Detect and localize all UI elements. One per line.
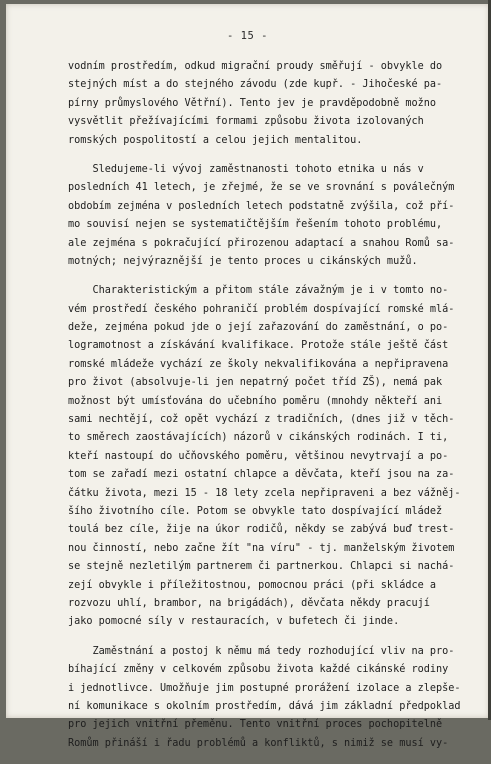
text-line: ní komunikace s okolním prostředím, dává jim základní předpoklad <box>68 700 461 712</box>
text-line: logramotnost a získávání kvalifikace. Protože stále ještě část <box>68 340 449 352</box>
text-line: zejí obvykle i příležitostnou, pomocnou práci (při skládce a <box>68 579 437 591</box>
text-line: stejných míst a do stejného závodu (zde kupř. - Jihočeské pa- <box>68 79 443 91</box>
text-line: posledních 41 letech, je zřejmé, že se ve srovnání s poválečným <box>68 182 455 194</box>
text-line: mo souvisí nejen se systematičtějším řešením tohoto problému, <box>68 219 443 231</box>
text-line: rozvozu uhlí, brambor, na brigádách), děvčata někdy pracují <box>68 597 430 609</box>
paragraph <box>68 58 456 150</box>
text-line: obdobím zejména v posledních letech podstatně zvýšila, což pří- <box>68 200 455 212</box>
text-line: to směrech zaostávajících) názorů v cikánských rodinách. I ti, <box>68 432 449 444</box>
body-text <box>68 58 461 764</box>
page-number: - 15 - <box>227 30 268 42</box>
text-line: ale zejména s pokračující přirozenou adaptací a snahou Romů sa- <box>68 237 455 249</box>
text-line: možnost být umísťována do učebního poměru (mnohdy někteří ani <box>68 395 443 407</box>
text-line: se stejně nezletilým partnerem či partnerkou. Chlapci si nachá- <box>68 561 455 573</box>
text-line: jako pomocné síly v restauracích, v bufetech či jinde. <box>68 616 400 628</box>
document-page <box>6 4 489 749</box>
text-line: romské mládeže vychází ze školy nekvalifikována a nepřipravena <box>68 358 449 370</box>
text-line: pro jejich vnitřní přeměnu. Tento vnitřní proces pochopitelně <box>68 719 443 731</box>
text-line: tom se zařadí mezi ostatní chlapce a děvčata, kteří jsou na za- <box>68 469 455 481</box>
text-line: kteří nastoupí do učňovského poměru, většinou nevytrvají a po- <box>68 450 449 462</box>
text-line: Romům přináší i řadu problémů a konfliktů, s nimiž se musí vy- <box>68 737 449 749</box>
text-line: vysvětlit přežívajícími formami způsobu života izolovaných <box>68 116 424 128</box>
text-line: nou činností, nebo začne žít "na víru" - tj. manželským životem <box>68 542 455 554</box>
text-line: sami nechtějí, což opět vychází z tradičních, (dnes již v těch- <box>68 414 455 426</box>
text-line: vém prostředí českého pohraničí problém dospívající romské mlá- <box>68 303 455 315</box>
paragraph <box>68 643 461 753</box>
paragraph <box>68 282 461 631</box>
text-line: i jednotlivce. Umožňuje jim postupné prorážení izolace a zlepše- <box>68 682 461 694</box>
text-line: deže, zejména pokud jde o její zařazování do zaměstnání, o po- <box>68 322 449 334</box>
text-line: motných; nejvýraznější je tento proces u cikánských mužů. <box>68 255 418 267</box>
text-line: šího životního cíle. Potom se obvykle tato dospívající mládež <box>68 505 443 517</box>
text-line: Charakteristickým a přitom stále závažným je i v tomto no- <box>68 285 449 297</box>
text-line: pro život (absolvuje-li jen nepatrný počet tříd ZŠ), nemá pak <box>68 377 443 389</box>
text-line: Sledujeme-li vývoj zaměstnanosti tohoto etnika u nás v <box>68 163 424 175</box>
text-line: vodním prostředím, odkud migrační proudy směřují - obvykle do <box>68 61 443 72</box>
text-line: toulá bez cíle, žije na úkor rodičů, někdy se zabývá buď trest- <box>68 524 455 536</box>
text-line: Zaměstnání a postoj k němu má tedy rozhodující vliv na pro- <box>68 645 455 657</box>
text-line: bíhající změny v celkovém způsobu života každé cikánské rodiny <box>68 664 449 676</box>
text-line: čátku života, mezi 15 - 18 lety zcela nepřipraveni a bez vážněj- <box>68 487 461 499</box>
paragraph <box>68 161 456 271</box>
text-line: romských pospolitostí a celou jejich mentalitou. <box>68 134 363 146</box>
text-line: pírny průmyslového Větřní). Tento jev je pravděpodobně možno <box>68 97 437 109</box>
